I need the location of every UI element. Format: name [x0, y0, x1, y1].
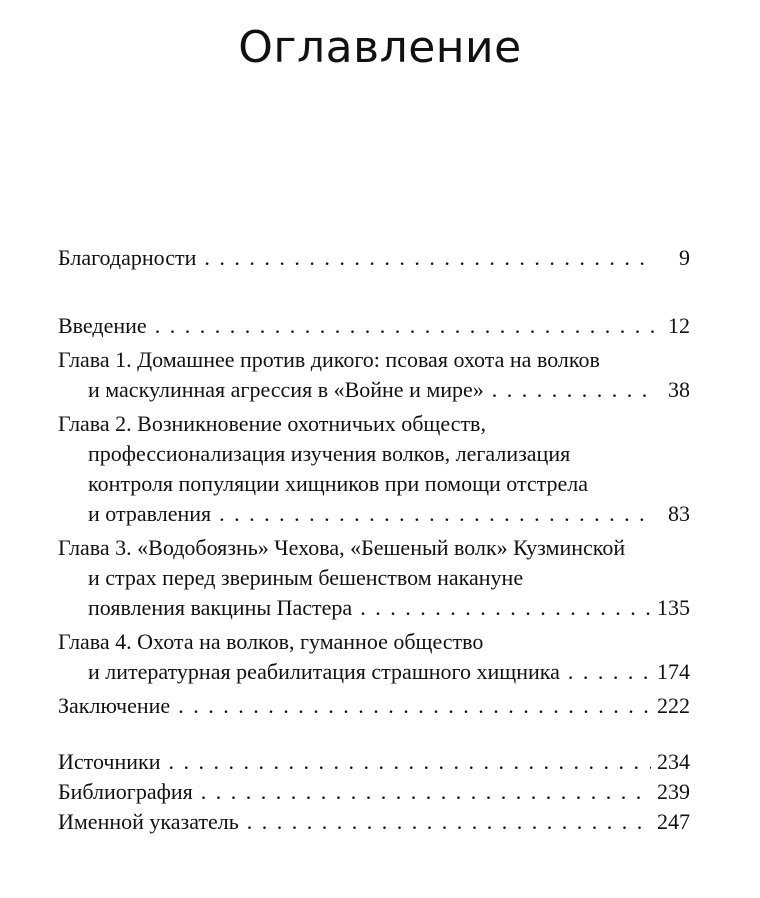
toc-entry-title-cont: контроля популяции хищников при помощи отстрела [88, 471, 589, 496]
leader-dots [360, 593, 651, 623]
toc-entry-introduction[interactable] [58, 311, 690, 341]
toc-entry-title: Библиография [58, 779, 193, 804]
toc-page-number: 38 [668, 377, 690, 402]
toc-entry-title: Глава 4. Охота на волков, гуманное общество [58, 629, 484, 654]
toc-page-number: 12 [668, 313, 690, 338]
toc-page-number: 83 [668, 501, 690, 526]
toc-page-number: 222 [657, 693, 690, 718]
toc-entry-title-cont: и литературная реабилитация страшного хищника [88, 659, 560, 684]
leader-dots [168, 747, 651, 777]
toc-entry-chapter-4[interactable] [58, 627, 690, 687]
toc-entry-title: Именной указатель [58, 809, 239, 834]
toc-entry-name-index[interactable] [58, 807, 690, 837]
leader-dots [219, 499, 654, 529]
leader-dots [492, 375, 654, 405]
leader-dots [568, 657, 651, 687]
toc-entry-chapter-2[interactable] [58, 409, 690, 529]
leader-dots [178, 691, 651, 721]
toc-entry-title-cont: и маскулинная агрессия в «Войне и мире» [88, 377, 484, 402]
toc-page-number: 9 [679, 245, 690, 270]
toc-entry-acknowledgements[interactable] [58, 243, 690, 273]
toc-entry-title: Введение [58, 313, 147, 338]
toc-entry-title: Глава 1. Домашнее против дикого: псовая охота на волков [58, 347, 600, 372]
page-title: Оглавление [238, 22, 522, 73]
table-of-contents [58, 243, 690, 837]
leader-dots [204, 243, 654, 273]
toc-entry-title-cont: профессионализация изучения волков, легализация [88, 441, 571, 466]
toc-page-number: 135 [657, 595, 690, 620]
leader-dots [155, 311, 654, 341]
toc-page-number: 239 [657, 779, 690, 804]
toc-entry-chapter-3[interactable] [58, 533, 690, 623]
toc-entry-title-cont: и страх перед звериным бешенством накануне [88, 565, 524, 590]
toc-entry-title-cont: и отравления [88, 501, 212, 526]
toc-entry-title: Заключение [58, 693, 171, 718]
toc-entry-chapter-1[interactable] [58, 345, 690, 405]
toc-entry-title: Глава 3. «Водобоязнь» Чехова, «Бешеный волк» Кузминской [58, 535, 626, 560]
toc-entry-bibliography[interactable] [58, 777, 690, 807]
spacer [58, 273, 690, 311]
spacer [58, 721, 690, 747]
leader-dots [247, 807, 651, 837]
toc-page-number: 174 [657, 659, 690, 684]
leader-dots [201, 777, 651, 807]
toc-page-number: 247 [657, 809, 690, 834]
toc-page-number: 234 [657, 749, 690, 774]
toc-entry-title: Благодарности [58, 245, 197, 270]
toc-entry-title-cont: появления вакцины Пастера [88, 595, 353, 620]
toc-entry-title: Глава 2. Возникновение охотничьих обществ, [58, 411, 486, 436]
toc-entry-conclusion[interactable] [58, 691, 690, 721]
toc-entry-title: Источники [58, 749, 161, 774]
toc-entry-sources[interactable] [58, 747, 690, 777]
